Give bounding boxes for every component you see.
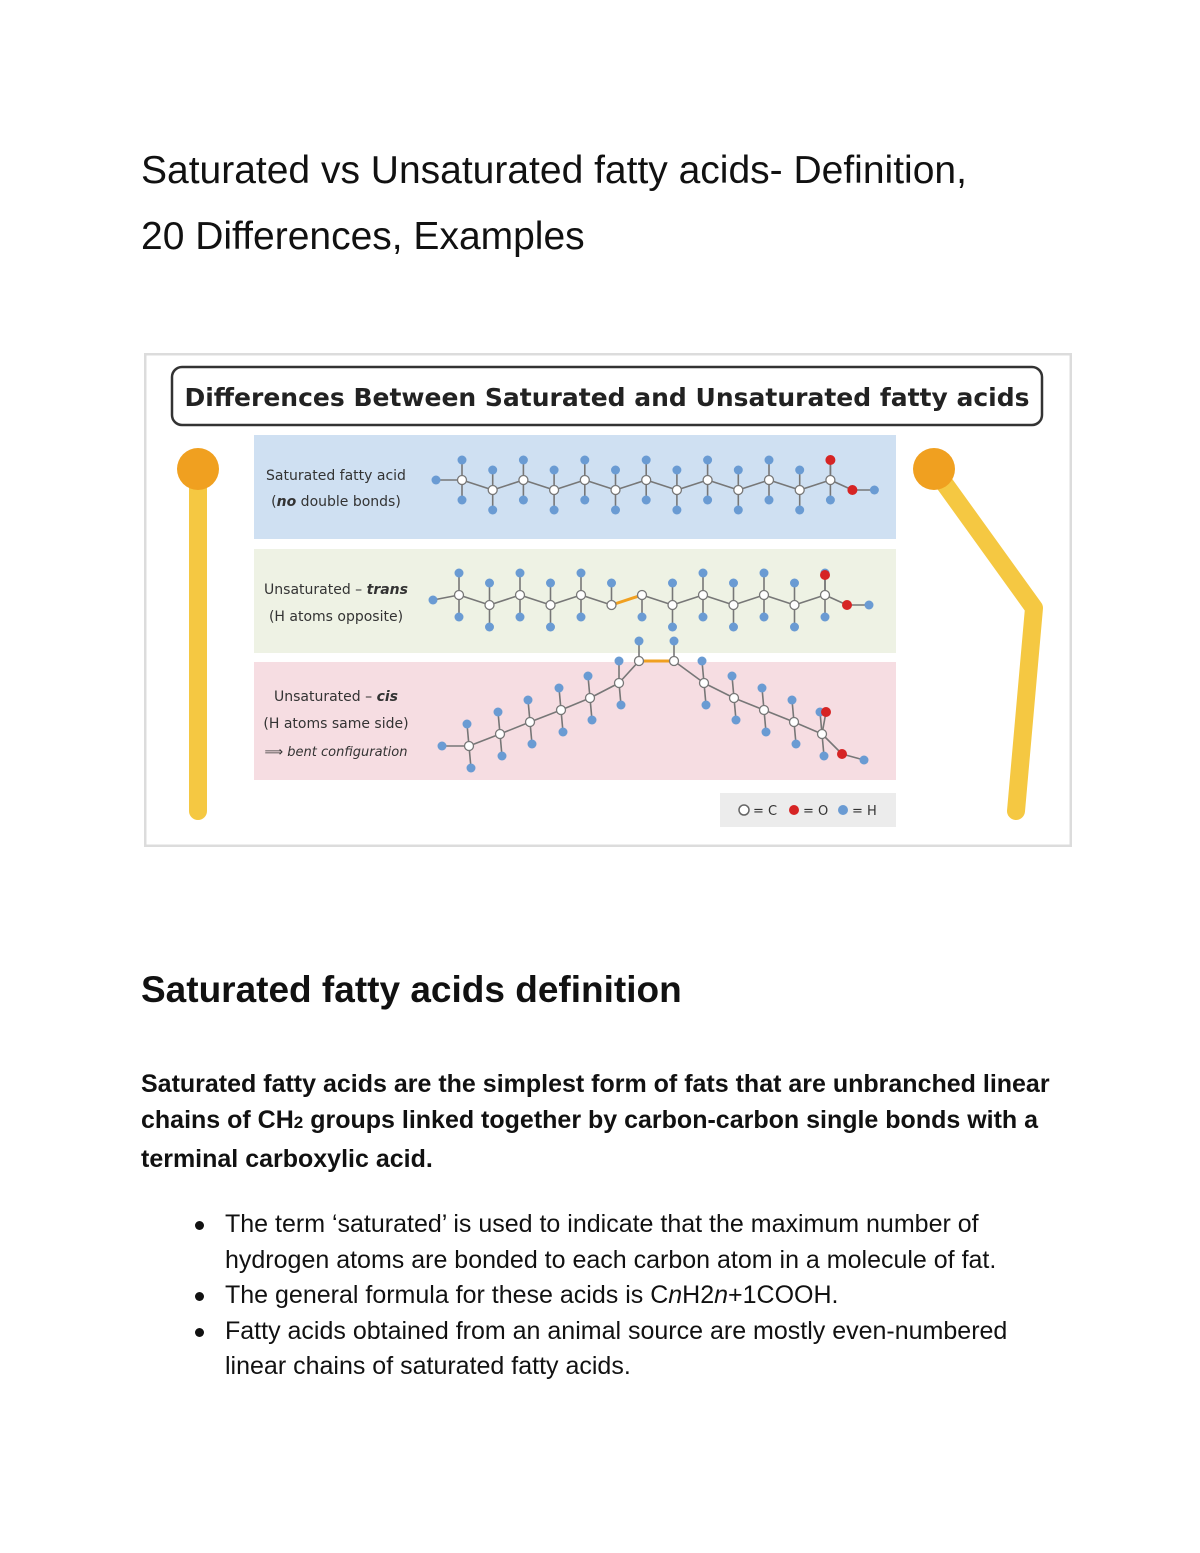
hydrogen-atom bbox=[699, 569, 708, 578]
right-knob bbox=[913, 448, 955, 490]
hydrogen-atom bbox=[702, 701, 711, 710]
hydrogen-atom bbox=[580, 496, 589, 505]
row-label-trans-2: (H atoms opposite) bbox=[268, 609, 404, 625]
hydrogen-atom bbox=[429, 596, 438, 605]
carbon-atom bbox=[458, 476, 467, 485]
carbon-atom bbox=[577, 591, 586, 600]
hydrogen-atom bbox=[795, 466, 804, 475]
hydrogen-atom bbox=[588, 716, 597, 725]
carbon-atom bbox=[526, 718, 535, 727]
oxygen-atom bbox=[820, 570, 830, 580]
oxygen-atom bbox=[825, 455, 835, 465]
hydrogen-atom bbox=[698, 657, 707, 666]
hydrogen-atom bbox=[790, 623, 799, 632]
hydrogen-atom bbox=[607, 579, 616, 588]
section-heading: Saturated fatty acids definition bbox=[141, 969, 682, 1010]
hydrogen-atom bbox=[519, 456, 528, 465]
bullet-item: The general formula for these acids is CnH2n+1COOH. bbox=[185, 1278, 1065, 1314]
row-panel-trans bbox=[254, 549, 896, 653]
carbon-atom bbox=[607, 601, 616, 610]
carbon-atom bbox=[586, 694, 595, 703]
row-label-cis-3: ⟹ bent configuration bbox=[264, 745, 408, 760]
hydrogen-atom bbox=[485, 623, 494, 632]
carbon-atom bbox=[790, 601, 799, 610]
carbon-atom bbox=[642, 476, 651, 485]
hydrogen-atom bbox=[792, 740, 801, 749]
hydrogen-atom bbox=[488, 506, 497, 515]
carbon-atom bbox=[635, 657, 644, 666]
hydrogen-atom bbox=[528, 740, 537, 749]
hydrogen-atom bbox=[615, 657, 624, 666]
hydrogen-atom bbox=[546, 579, 555, 588]
hydrogen-atom bbox=[458, 496, 467, 505]
carbon-atom bbox=[519, 476, 528, 485]
hydrogen-atom bbox=[577, 613, 586, 622]
hydrogen-atom bbox=[635, 637, 644, 646]
hydrogen-atom bbox=[485, 579, 494, 588]
hydrogen-atom bbox=[519, 496, 528, 505]
carbon-atom bbox=[699, 591, 708, 600]
title-line-2: 20 Differences, Examples bbox=[141, 215, 585, 258]
carbon-atom bbox=[668, 601, 677, 610]
legend-hydrogen-label: = H bbox=[852, 804, 877, 819]
carbon-atom bbox=[730, 694, 739, 703]
hydrogen-atom bbox=[760, 613, 769, 622]
row-label-saturated-1: Saturated fatty acid bbox=[266, 468, 406, 484]
hydrogen-atom bbox=[765, 456, 774, 465]
hydrogen-atom bbox=[729, 579, 738, 588]
hydrogen-atom bbox=[762, 728, 771, 737]
carbon-atom bbox=[729, 601, 738, 610]
carbon-atom bbox=[672, 486, 681, 495]
legend-oxygen-icon bbox=[789, 805, 799, 815]
oxygen-atom bbox=[821, 707, 831, 717]
carbon-atom bbox=[455, 591, 464, 600]
hydrogen-atom bbox=[611, 466, 620, 475]
row-label-cis-1: Unsaturated – cis bbox=[273, 689, 399, 705]
row-label-trans-1: Unsaturated – trans bbox=[264, 582, 408, 598]
definition-paragraph: Saturated fatty acids are the simplest form of fats that are unbranched linear chains of CH2 groups linked together by carbon-carbon single bonds with a terminal carboxylic acid. bbox=[141, 1070, 1050, 1173]
hydrogen-atom bbox=[584, 672, 593, 681]
bullet-item: Fatty acids obtained from an animal source are mostly even-numbered linear chains of saturated fatty acids. bbox=[185, 1314, 1065, 1385]
hydrogen-atom bbox=[760, 569, 769, 578]
hydrogen-atom bbox=[758, 684, 767, 693]
hydrogen-atom bbox=[821, 613, 830, 622]
hydrogen-atom bbox=[458, 456, 467, 465]
definition-bullets bbox=[185, 1207, 1065, 1385]
hydrogen-atom bbox=[865, 601, 874, 610]
hydrogen-atom bbox=[555, 684, 564, 693]
hydrogen-atom bbox=[734, 466, 743, 475]
carbon-atom bbox=[795, 486, 804, 495]
carbon-atom bbox=[700, 679, 709, 688]
row-label-saturated-2: (no double bonds) bbox=[271, 494, 401, 510]
hydrogen-atom bbox=[455, 569, 464, 578]
carbon-atom bbox=[760, 706, 769, 715]
hydrogen-atom bbox=[732, 716, 741, 725]
hydrogen-atom bbox=[729, 623, 738, 632]
carbon-atom bbox=[703, 476, 712, 485]
hydrogen-atom bbox=[672, 506, 681, 515]
carbon-atom bbox=[638, 591, 647, 600]
hydrogen-atom bbox=[524, 696, 533, 705]
carbon-atom bbox=[826, 476, 835, 485]
hydrogen-atom bbox=[668, 579, 677, 588]
hydrogen-atom bbox=[826, 496, 835, 505]
carbon-atom bbox=[734, 486, 743, 495]
carbon-atom bbox=[818, 730, 827, 739]
legend-hydrogen-icon bbox=[838, 805, 848, 815]
hydrogen-atom bbox=[516, 569, 525, 578]
hydrogen-atom bbox=[432, 476, 441, 485]
hydrogen-atom bbox=[699, 613, 708, 622]
left-knob bbox=[177, 448, 219, 490]
legend-carbon-icon bbox=[739, 805, 749, 815]
hydrogen-atom bbox=[580, 456, 589, 465]
carbon-atom bbox=[496, 730, 505, 739]
hydrogen-atom bbox=[438, 742, 447, 751]
hydrogen-atom bbox=[455, 613, 464, 622]
hydrogen-atom bbox=[550, 466, 559, 475]
carbon-atom bbox=[550, 486, 559, 495]
hydrogen-atom bbox=[488, 466, 497, 475]
hydrogen-atom bbox=[611, 506, 620, 515]
hydrogen-atom bbox=[638, 613, 647, 622]
row-label-cis-2: (H atoms same side) bbox=[263, 716, 409, 732]
hydrogen-atom bbox=[516, 613, 525, 622]
carbon-atom bbox=[580, 476, 589, 485]
hydrogen-atom bbox=[463, 720, 472, 729]
hydrogen-atom bbox=[467, 764, 476, 773]
hydrogen-atom bbox=[788, 696, 797, 705]
carbon-atom bbox=[557, 706, 566, 715]
hydrogen-atom bbox=[870, 486, 879, 495]
hydrogen-atom bbox=[498, 752, 507, 761]
title-line-1: Saturated vs Unsaturated fatty acids- Definition, bbox=[141, 149, 967, 192]
carbon-atom bbox=[488, 486, 497, 495]
carbon-atom bbox=[485, 601, 494, 610]
hydrogen-atom bbox=[617, 701, 626, 710]
hydrogen-atom bbox=[642, 456, 651, 465]
legend-carbon-label: = C bbox=[753, 804, 778, 819]
figure-heading: Differences Between Saturated and Unsaturated fatty acids bbox=[184, 383, 1030, 412]
hydrogen-atom bbox=[790, 579, 799, 588]
carbon-atom bbox=[516, 591, 525, 600]
carbon-atom bbox=[765, 476, 774, 485]
hydrogen-atom bbox=[559, 728, 568, 737]
hydrogen-atom bbox=[550, 506, 559, 515]
hydrogen-atom bbox=[728, 672, 737, 681]
hydrogen-atom bbox=[670, 637, 679, 646]
oxygen-atom bbox=[842, 600, 852, 610]
carbon-atom bbox=[821, 591, 830, 600]
bullet-item: The term ‘saturated’ is used to indicate that the maximum number of hydrogen atoms are bonded to each carbon atom in a molecule of fat. bbox=[185, 1207, 1065, 1278]
page-title bbox=[141, 138, 1081, 270]
hydrogen-atom bbox=[703, 456, 712, 465]
carbon-atom bbox=[465, 742, 474, 751]
carbon-atom bbox=[760, 591, 769, 600]
hydrogen-atom bbox=[765, 496, 774, 505]
hydrogen-atom bbox=[672, 466, 681, 475]
comparison-diagram bbox=[144, 353, 1072, 847]
carbon-atom bbox=[670, 657, 679, 666]
hydrogen-atom bbox=[494, 708, 503, 717]
hydrogen-atom bbox=[734, 506, 743, 515]
carbon-atom bbox=[790, 718, 799, 727]
hydrogen-atom bbox=[703, 496, 712, 505]
hydrogen-atom bbox=[820, 752, 829, 761]
oxygen-atom bbox=[847, 485, 857, 495]
hydrogen-atom bbox=[642, 496, 651, 505]
hydrogen-atom bbox=[860, 756, 869, 765]
carbon-atom bbox=[611, 486, 620, 495]
hydrogen-atom bbox=[546, 623, 555, 632]
oxygen-atom bbox=[837, 749, 847, 759]
carbon-atom bbox=[615, 679, 624, 688]
carbon-atom bbox=[546, 601, 555, 610]
hydrogen-atom bbox=[795, 506, 804, 515]
legend-oxygen-label: = O bbox=[803, 804, 829, 819]
hydrogen-atom bbox=[577, 569, 586, 578]
comparison-figure bbox=[144, 353, 1072, 847]
hydrogen-atom bbox=[668, 623, 677, 632]
